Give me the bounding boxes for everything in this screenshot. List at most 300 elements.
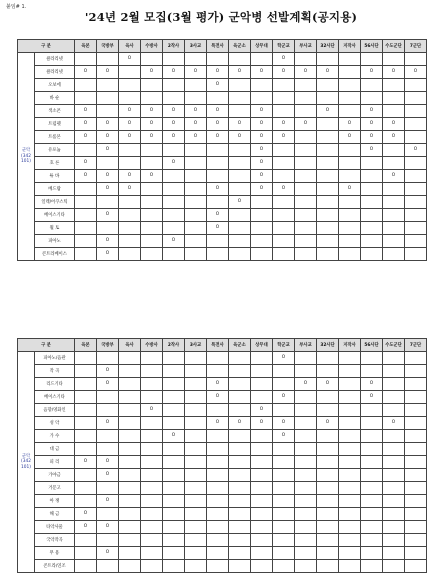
specialty-label: 트럼펫 [35,118,75,131]
empty-cell [251,352,273,365]
empty-cell [405,209,427,222]
empty-cell [295,560,317,573]
empty-cell [273,469,295,482]
selection-mark: O [185,66,207,79]
empty-cell [251,469,273,482]
empty-cell [119,417,141,430]
empty-cell [317,196,339,209]
selection-mark: O [97,183,119,196]
empty-cell [339,144,361,157]
empty-cell [273,248,295,261]
selection-mark: O [141,105,163,118]
empty-cell [405,157,427,170]
empty-cell [207,508,229,521]
empty-cell [405,391,427,404]
empty-cell [207,534,229,547]
empty-cell [229,79,251,92]
empty-cell [405,105,427,118]
selection-mark: O [251,118,273,131]
group-label-line: 101) [21,159,31,165]
table-row [18,469,427,482]
header-unit: 지작사 [339,339,361,352]
empty-cell [361,248,383,261]
empty-cell [339,222,361,235]
table-row [18,365,427,378]
selection-mark: O [383,118,405,131]
empty-cell [339,79,361,92]
empty-cell [383,378,405,391]
empty-cell [405,352,427,365]
header-unit: 56사단 [361,339,383,352]
empty-cell [141,469,163,482]
empty-cell [361,508,383,521]
empty-cell [317,547,339,560]
empty-cell [97,105,119,118]
selection-mark: O [75,508,97,521]
empty-cell [317,495,339,508]
empty-cell [361,560,383,573]
empty-cell [119,209,141,222]
table-row [18,53,427,66]
selection-mark: O [119,183,141,196]
empty-cell [207,547,229,560]
empty-cell [119,391,141,404]
header-unit: 3사교 [185,339,207,352]
empty-cell [339,378,361,391]
empty-cell [163,144,185,157]
empty-cell [361,521,383,534]
empty-cell [185,365,207,378]
empty-cell [273,92,295,105]
table-row [18,508,427,521]
empty-cell [405,92,427,105]
selection-mark: O [163,235,185,248]
selection-mark: O [251,170,273,183]
empty-cell [317,131,339,144]
empty-cell [97,79,119,92]
empty-cell [163,183,185,196]
empty-cell [339,196,361,209]
empty-cell [405,378,427,391]
empty-cell [317,443,339,456]
empty-cell [383,391,405,404]
table-row [18,482,427,495]
empty-cell [75,378,97,391]
empty-cell [339,170,361,183]
document-label: 붙임# 1. [6,4,27,10]
selection-mark: O [317,378,339,391]
empty-cell [163,547,185,560]
empty-cell [229,391,251,404]
empty-cell [273,170,295,183]
empty-cell [229,456,251,469]
empty-cell [339,547,361,560]
empty-cell [75,391,97,404]
empty-cell [405,404,427,417]
empty-cell [339,248,361,261]
empty-cell [207,430,229,443]
empty-cell [141,534,163,547]
specialty-label: 콘트라/연조 [35,560,75,573]
empty-cell [383,443,405,456]
empty-cell [317,183,339,196]
empty-cell [273,105,295,118]
selection-mark: O [251,66,273,79]
empty-cell [317,482,339,495]
empty-cell [163,417,185,430]
specialty-label: 콘트라베이스 [35,248,75,261]
empty-cell [273,378,295,391]
empty-cell [405,222,427,235]
empty-cell [273,365,295,378]
selection-mark: O [207,209,229,222]
selection-mark: O [361,105,383,118]
header-unit: 육사 [119,40,141,53]
empty-cell [141,495,163,508]
empty-cell [317,170,339,183]
empty-cell [251,365,273,378]
empty-cell [141,508,163,521]
selection-mark: O [163,157,185,170]
empty-cell [339,495,361,508]
selection-mark: O [207,222,229,235]
empty-cell [229,53,251,66]
empty-cell [339,391,361,404]
empty-cell [185,222,207,235]
empty-cell [251,508,273,521]
selection-mark: O [185,131,207,144]
empty-cell [141,209,163,222]
empty-cell [185,235,207,248]
empty-cell [295,222,317,235]
empty-cell [339,456,361,469]
empty-cell [339,404,361,417]
empty-cell [229,443,251,456]
empty-cell [75,560,97,573]
selection-mark: O [207,131,229,144]
empty-cell [317,469,339,482]
empty-cell [273,79,295,92]
selection-mark: O [273,352,295,365]
empty-cell [405,456,427,469]
empty-cell [317,79,339,92]
header-unit: 특전사 [207,339,229,352]
empty-cell [207,443,229,456]
specialty-label: 성 악 [35,417,75,430]
header-unit: 수도군단 [383,40,405,53]
header-unit: 수도군단 [383,339,405,352]
empty-cell [295,209,317,222]
empty-cell [317,521,339,534]
table-row [18,222,427,235]
empty-cell [185,170,207,183]
empty-cell [251,222,273,235]
empty-cell [251,248,273,261]
empty-cell [97,157,119,170]
empty-cell [141,430,163,443]
header-unit: 3사교 [185,40,207,53]
empty-cell [405,482,427,495]
selection-mark: O [97,469,119,482]
specialty-label: 월 토 [35,222,75,235]
empty-cell [273,404,295,417]
specialty-label: 피 리 [35,456,75,469]
empty-cell [163,534,185,547]
specialty-label: 가 수 [35,430,75,443]
empty-cell [185,456,207,469]
selection-plan-table-2 [17,338,427,573]
empty-cell [141,196,163,209]
empty-cell [405,508,427,521]
selection-mark: O [97,547,119,560]
empty-cell [361,183,383,196]
empty-cell [361,352,383,365]
empty-cell [361,235,383,248]
empty-cell [207,235,229,248]
empty-cell [163,560,185,573]
table-row [18,391,427,404]
empty-cell [185,495,207,508]
selection-mark: O [273,131,295,144]
selection-mark: O [405,66,427,79]
empty-cell [295,365,317,378]
empty-cell [119,378,141,391]
empty-cell [361,196,383,209]
selection-mark: O [251,105,273,118]
empty-cell [361,534,383,547]
empty-cell [141,482,163,495]
empty-cell [251,92,273,105]
empty-cell [317,209,339,222]
specialty-label: 피아노/음관 [35,352,75,365]
empty-cell [185,157,207,170]
empty-cell [207,170,229,183]
empty-cell [207,495,229,508]
empty-cell [339,53,361,66]
empty-cell [119,404,141,417]
header-unit: 56사단 [361,40,383,53]
selection-mark: O [251,404,273,417]
empty-cell [229,352,251,365]
empty-cell [361,443,383,456]
empty-cell [229,170,251,183]
empty-cell [317,157,339,170]
empty-cell [339,417,361,430]
empty-cell [383,352,405,365]
empty-cell [207,92,229,105]
table-row [18,209,427,222]
empty-cell [97,482,119,495]
empty-cell [207,365,229,378]
empty-cell [141,560,163,573]
empty-cell [75,404,97,417]
empty-cell [317,560,339,573]
empty-cell [163,79,185,92]
selection-mark: O [405,144,427,157]
header-unit: 특전사 [207,40,229,53]
empty-cell [405,131,427,144]
empty-cell [229,235,251,248]
empty-cell [185,404,207,417]
empty-cell [75,209,97,222]
specialty-label: 피아노 [35,235,75,248]
selection-mark: O [119,131,141,144]
selection-mark: O [119,118,141,131]
header-unit: 부사교 [295,339,317,352]
empty-cell [317,248,339,261]
empty-cell [317,53,339,66]
empty-cell [317,92,339,105]
selection-mark: O [361,391,383,404]
selection-mark: O [97,248,119,261]
empty-cell [273,196,295,209]
empty-cell [273,222,295,235]
empty-cell [163,196,185,209]
table-row [18,417,427,430]
empty-cell [405,170,427,183]
empty-cell [75,53,97,66]
empty-cell [119,456,141,469]
empty-cell [405,79,427,92]
empty-cell [361,456,383,469]
selection-mark: O [97,144,119,157]
empty-cell [229,222,251,235]
empty-cell [75,430,97,443]
empty-cell [207,560,229,573]
empty-cell [185,469,207,482]
empty-cell [207,469,229,482]
selection-mark: O [207,79,229,92]
empty-cell [295,105,317,118]
specialty-label: 가야금 [35,469,75,482]
empty-cell [273,495,295,508]
empty-cell [163,352,185,365]
header-unit: 육군소 [229,339,251,352]
empty-cell [207,521,229,534]
empty-cell [295,157,317,170]
empty-cell [317,235,339,248]
selection-mark: O [141,170,163,183]
selection-mark: O [75,118,97,131]
selection-mark: O [339,183,361,196]
empty-cell [119,430,141,443]
selection-mark: O [295,378,317,391]
empty-cell [273,534,295,547]
specialty-label: 일렉/어쿠스틱 [35,196,75,209]
empty-cell [339,365,361,378]
selection-mark: O [163,118,185,131]
empty-cell [229,209,251,222]
empty-cell [119,196,141,209]
empty-cell [405,495,427,508]
selection-mark: O [97,495,119,508]
empty-cell [251,391,273,404]
table-row [18,378,427,391]
empty-cell [339,66,361,79]
selection-mark: O [251,144,273,157]
table-row [18,66,427,79]
empty-cell [273,209,295,222]
specialty-label: 해 금 [35,508,75,521]
header-unit: 수방사 [141,339,163,352]
header-unit: 육본 [75,40,97,53]
empty-cell [405,417,427,430]
group-label [18,352,35,573]
selection-mark: O [141,66,163,79]
empty-cell [383,534,405,547]
selection-mark: O [361,118,383,131]
empty-cell [295,547,317,560]
empty-cell [119,235,141,248]
empty-cell [185,534,207,547]
selection-plan-table-1 [17,39,427,261]
empty-cell [273,235,295,248]
empty-cell [251,456,273,469]
selection-mark: O [185,118,207,131]
empty-cell [119,508,141,521]
empty-cell [229,560,251,573]
header-unit: 32사단 [317,40,339,53]
empty-cell [163,378,185,391]
selection-mark: O [273,118,295,131]
empty-cell [405,183,427,196]
empty-cell [339,534,361,547]
empty-cell [141,92,163,105]
empty-cell [163,443,185,456]
selection-mark: O [383,66,405,79]
empty-cell [317,144,339,157]
empty-cell [405,196,427,209]
empty-cell [141,547,163,560]
empty-cell [383,430,405,443]
empty-cell [295,170,317,183]
empty-cell [97,534,119,547]
empty-cell [361,495,383,508]
empty-cell [75,547,97,560]
selection-mark: O [317,105,339,118]
selection-mark: O [229,66,251,79]
selection-mark: O [75,66,97,79]
empty-cell [405,560,427,573]
empty-cell [317,430,339,443]
selection-mark: O [361,378,383,391]
selection-mark: O [97,235,119,248]
empty-cell [405,118,427,131]
empty-cell [361,222,383,235]
empty-cell [295,482,317,495]
header-unit: 학군교 [273,40,295,53]
empty-cell [207,352,229,365]
empty-cell [295,352,317,365]
selection-mark: O [251,157,273,170]
empty-cell [383,183,405,196]
empty-cell [383,495,405,508]
empty-cell [229,365,251,378]
empty-cell [317,456,339,469]
empty-cell [207,404,229,417]
selection-mark: O [141,404,163,417]
empty-cell [339,508,361,521]
empty-cell [405,443,427,456]
empty-cell [119,144,141,157]
empty-cell [141,79,163,92]
empty-cell [185,430,207,443]
empty-cell [75,443,97,456]
empty-cell [97,404,119,417]
table-row [18,443,427,456]
empty-cell [97,508,119,521]
empty-cell [361,53,383,66]
